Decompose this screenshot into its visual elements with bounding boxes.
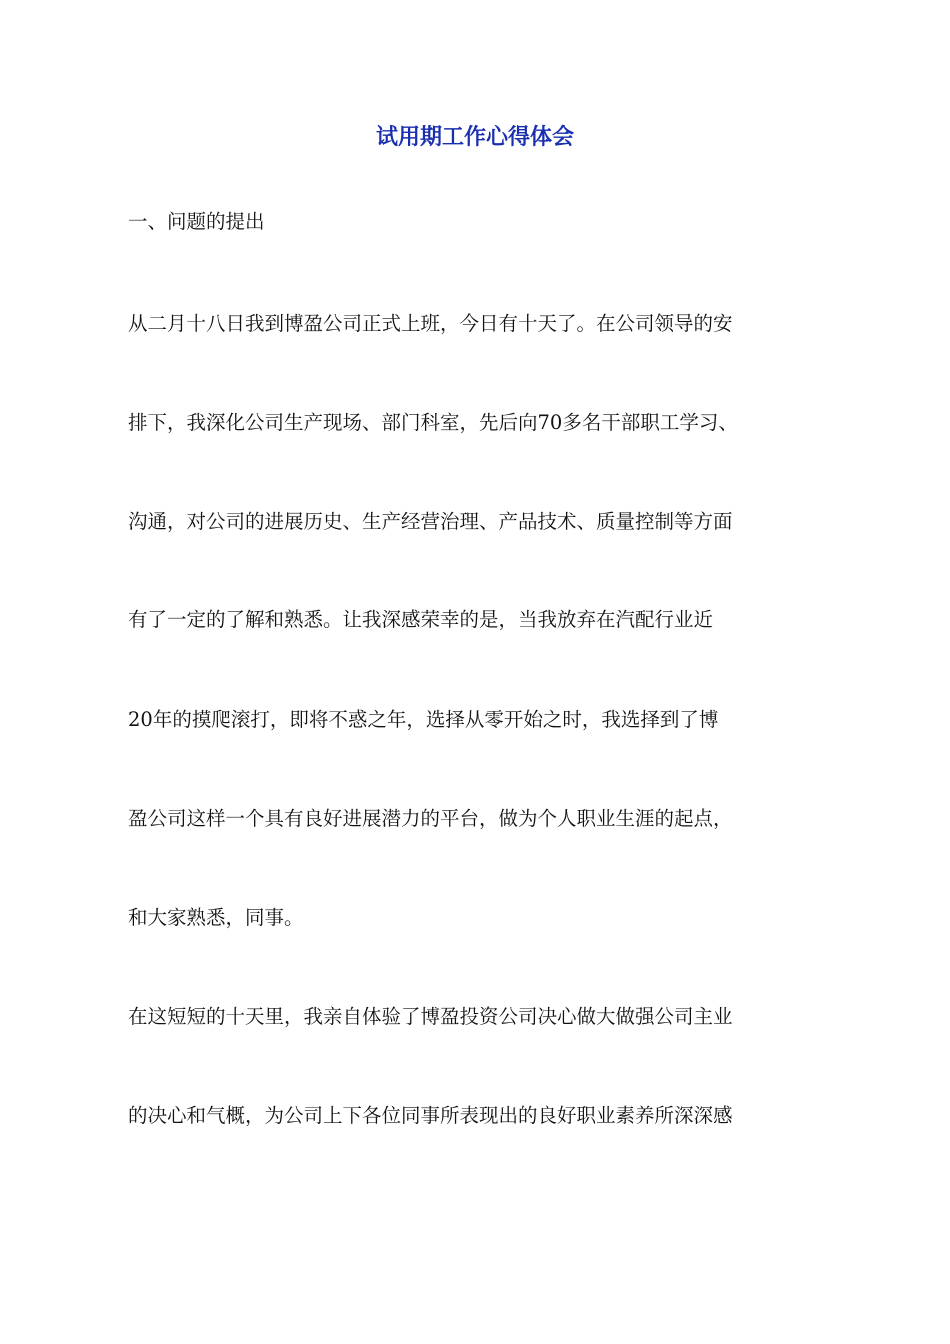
section-heading: 一、问题的提出 <box>128 210 265 233</box>
paragraph-1-line-1: 从二月十八日我到博盈公司正式上班，今日有十天了。在公司领导的安 <box>128 312 733 335</box>
paragraph-1-line-5: 20年的摸爬滚打，即将不惑之年，选择从零开始之时，我选择到了博 <box>128 708 719 731</box>
paragraph-1-line-7: 和大家熟悉，同事。 <box>128 906 304 929</box>
paragraph-2-line-2: 的决心和气概，为公司上下各位同事所表现出的良好职业素养所深深感 <box>128 1104 733 1127</box>
paragraph-2-line-1: 在这短短的十天里，我亲自体验了博盈投资公司决心做大做强公司主业 <box>128 1005 733 1028</box>
paragraph-1-line-4: 有了一定的了解和熟悉。让我深感荣幸的是，当我放弃在汽配行业近 <box>128 608 714 631</box>
paragraph-1-line-6: 盈公司这样一个具有良好进展潜力的平台，做为个人职业生涯的起点， <box>128 807 733 830</box>
paragraph-1-line-2: 排下，我深化公司生产现场、部门科室，先后向70多名干部职工学习、 <box>128 411 738 434</box>
document-title: 试用期工作心得体会 <box>375 125 574 150</box>
paragraph-1-line-3: 沟通，对公司的进展历史、生产经营治理、产品技术、质量控制等方面 <box>128 510 733 533</box>
